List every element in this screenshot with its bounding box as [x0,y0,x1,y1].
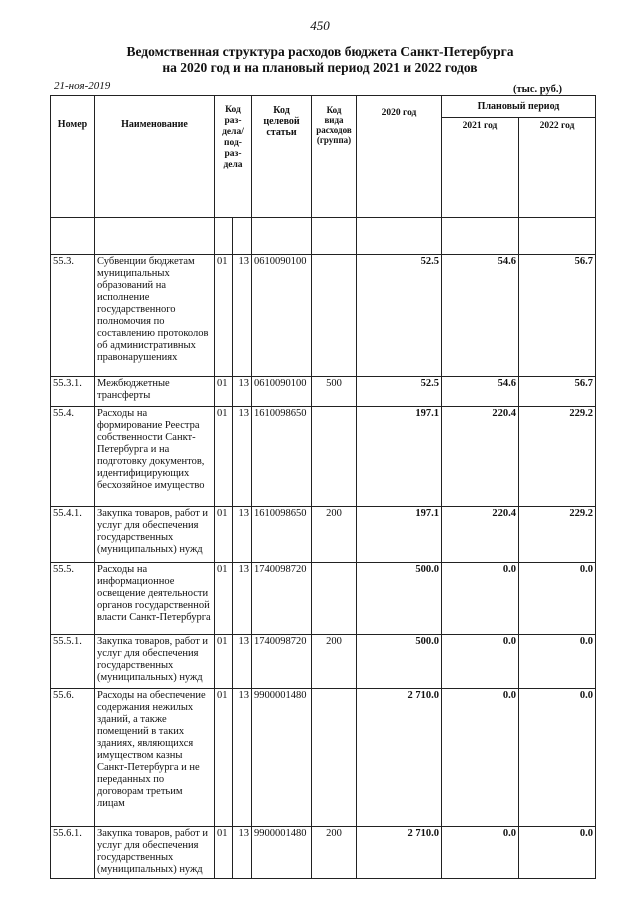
row-number: 55.4.1. [51,507,95,563]
row-expense-type-code [312,563,357,635]
row-subsection-code: 13 [233,255,252,377]
table-row [51,689,596,827]
table-row [51,255,596,377]
row-amount-2021: 54.6 [442,255,519,377]
row-amount-2021: 220.4 [442,407,519,507]
table-row [51,507,596,563]
row-number: 55.3. [51,255,95,377]
row-amount-2021: 54.6 [442,377,519,407]
row-subsection-code: 13 [233,407,252,507]
row-amount-2020: 2 710.0 [357,827,442,879]
row-amount-2022: 0.0 [519,563,596,635]
row-section-code: 01 [215,827,233,879]
row-amount-2020: 500.0 [357,635,442,689]
row-number: 55.5. [51,563,95,635]
row-expense-type-code: 200 [312,635,357,689]
row-subsection-code: 13 [233,507,252,563]
row-name: Расходы на формирование Реестра собственности Санкт-Петербурга и на подготовку документов, идентифицирующих бесхозяйное имущество [95,407,215,507]
row-amount-2021: 220.4 [442,507,519,563]
row-target-code: 1740098720 [252,635,312,689]
row-target-code: 9900001480 [252,827,312,879]
units-label: (тыс. руб.) [513,84,562,95]
row-amount-2021: 0.0 [442,635,519,689]
row-section-code: 01 [215,255,233,377]
row-amount-2020: 197.1 [357,507,442,563]
row-expense-type-code [312,255,357,377]
row-expense-type-code: 500 [312,377,357,407]
table-row [51,377,596,407]
document-title [0,44,640,76]
header-expense-type: Код вида расходов (группа) [312,96,357,218]
budget-table [50,95,596,879]
row-section-code: 01 [215,507,233,563]
row-name: Закупка товаров, работ и услуг для обеспечения государственных (муниципальных) нужд [95,827,215,879]
row-subsection-code: 13 [233,377,252,407]
row-number: 55.5.1. [51,635,95,689]
row-subsection-code: 13 [233,827,252,879]
row-number: 55.6. [51,689,95,827]
row-target-code: 9900001480 [252,689,312,827]
table-row [51,407,596,507]
row-section-code: 01 [215,689,233,827]
row-section-code: 01 [215,407,233,507]
row-name: Закупка товаров, работ и услуг для обеспечения государственных (муниципальных) нужд [95,635,215,689]
row-expense-type-code [312,407,357,507]
header-year-2021: 2021 год [442,117,519,217]
row-amount-2022: 229.2 [519,407,596,507]
row-target-code: 0610090100 [252,255,312,377]
row-amount-2022: 0.0 [519,827,596,879]
row-amount-2022: 56.7 [519,255,596,377]
document-date: 21-ноя-2019 [54,80,111,92]
header-number: Номер [51,96,95,218]
row-expense-type-code: 200 [312,827,357,879]
header-plan-period: Плановый период [442,96,596,118]
row-amount-2020: 52.5 [357,255,442,377]
row-number: 55.3.1. [51,377,95,407]
header-spacer-row [51,218,596,255]
row-name: Закупка товаров, работ и услуг для обеспечения государственных (муниципальных) нужд [95,507,215,563]
row-section-code: 01 [215,377,233,407]
table-row [51,635,596,689]
row-amount-2022: 0.0 [519,635,596,689]
row-number: 55.4. [51,407,95,507]
row-target-code: 1610098650 [252,407,312,507]
row-amount-2020: 500.0 [357,563,442,635]
row-amount-2021: 0.0 [442,689,519,827]
row-amount-2020: 2 710.0 [357,689,442,827]
table-row [51,563,596,635]
row-amount-2022: 229.2 [519,507,596,563]
header-section: Код раз- дела/ под- раз- дела [215,96,252,218]
row-amount-2022: 56.7 [519,377,596,407]
row-subsection-code: 13 [233,563,252,635]
row-amount-2020: 52.5 [357,377,442,407]
row-name: Субвенции бюджетам муниципальных образований на исполнение государственного полномочия по составлению протоколов об административных правонарушениях [95,255,215,377]
row-section-code: 01 [215,563,233,635]
header-target: Код целевой статьи [252,96,312,218]
row-subsection-code: 13 [233,689,252,827]
row-expense-type-code: 200 [312,507,357,563]
title-line-1: Ведомственная структура расходов бюджета Санкт-Петербурга [126,44,514,59]
row-section-code: 01 [215,635,233,689]
row-name: Межбюджетные трансферты [95,377,215,407]
header-year-2020: 2020 год [357,96,442,218]
row-number: 55.6.1. [51,827,95,879]
header-year-2022: 2022 год [519,117,596,217]
row-target-code: 1740098720 [252,563,312,635]
title-line-2: на 2020 год и на плановый период 2021 и 2022 годов [162,60,478,75]
row-name: Расходы на информационное освещение деятельности органов государственной власти Санкт-Петербурга [95,563,215,635]
row-amount-2021: 0.0 [442,827,519,879]
table-row [51,827,596,879]
row-target-code: 1610098650 [252,507,312,563]
page-number: 450 [310,18,330,33]
row-name: Расходы на обеспечение содержания нежилых зданий, а также помещений в таких зданиях, являющихся имуществом казны Санкт-Петербурга и не переданных по договорам третьим лицам [95,689,215,827]
row-target-code: 0610090100 [252,377,312,407]
row-amount-2022: 0.0 [519,689,596,827]
header-name: Наименование [95,96,215,218]
row-amount-2020: 197.1 [357,407,442,507]
row-subsection-code: 13 [233,635,252,689]
row-amount-2021: 0.0 [442,563,519,635]
row-expense-type-code [312,689,357,827]
